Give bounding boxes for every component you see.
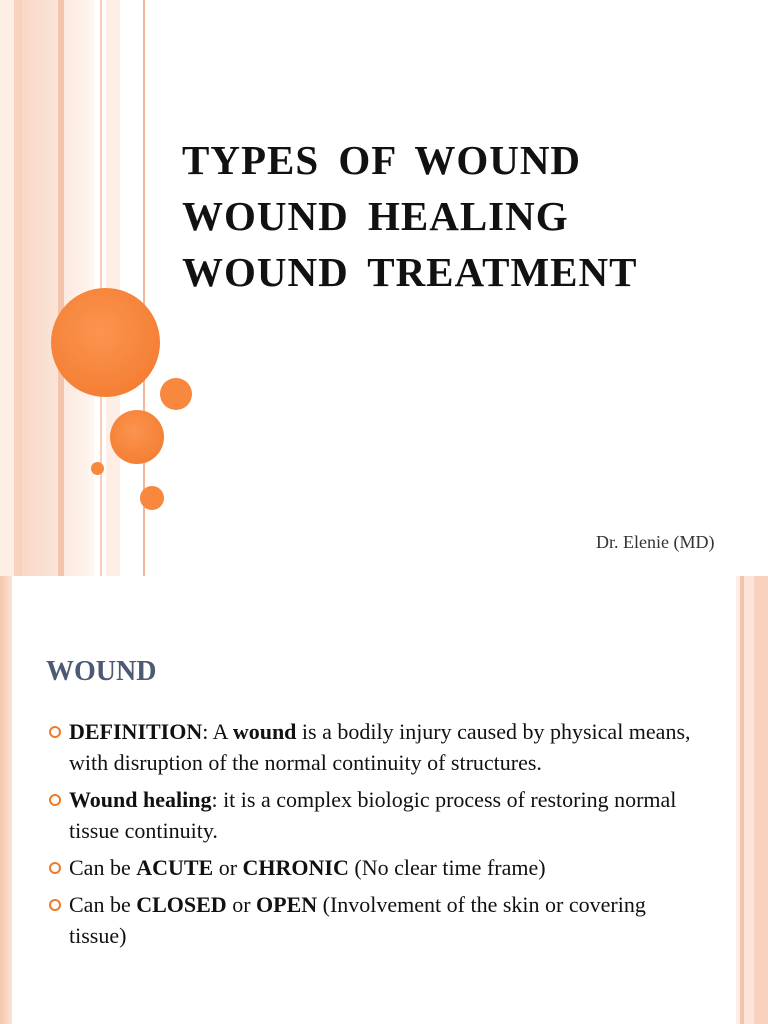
bullet-definition (46, 716, 706, 778)
bullet-term: CLOSED (136, 892, 227, 917)
bullet-acute-chronic (46, 852, 706, 883)
bullet-term: DEFINITION (69, 719, 203, 744)
title-line: WOUND TREATMENT (182, 249, 638, 295)
decor-stripe (754, 576, 768, 1024)
decor-stripe (64, 0, 94, 576)
bullet-text: or (213, 855, 243, 880)
bullet-text: or (226, 892, 257, 917)
bullet-term: CHRONIC (242, 855, 349, 880)
slide-title (182, 132, 762, 300)
title-line: TYPES OF WOUND (182, 137, 582, 183)
bullet-term: ACUTE (136, 855, 214, 880)
bullet-circle-icon (49, 726, 61, 738)
bullet-text: is a bodily injury caused by physical means, with disruption of the normal continuity of structures. (69, 719, 691, 775)
bullet-term: OPEN (256, 892, 318, 917)
bullet-text: (No clear time frame) (348, 855, 546, 880)
decor-stripe (744, 576, 754, 1024)
decor-band (0, 576, 12, 1024)
bullet-circle-icon (49, 862, 61, 874)
bullet-text: (Involvement of the skin or covering tissue) (69, 892, 646, 948)
bullet-closed-open (46, 889, 706, 951)
content-slide (0, 576, 768, 1024)
decor-stripe (14, 0, 22, 576)
decor-circle-medium (110, 410, 164, 464)
decor-circle-large (51, 288, 160, 397)
bullet-term: Wound healing (69, 787, 212, 812)
decor-stripe (0, 0, 14, 576)
bullet-list (46, 716, 706, 957)
title-line: WOUND HEALING (182, 193, 569, 239)
bullet-circle-icon (49, 899, 61, 911)
decor-circle-small (140, 486, 164, 510)
bullet-text: : it is a complex biologic process of restoring normal tissue continuity. (69, 787, 677, 843)
bullet-text: : A (202, 719, 233, 744)
decor-circle-small (160, 378, 192, 410)
bullet-term: wound (232, 719, 297, 744)
bullet-circle-icon (49, 794, 61, 806)
decor-circle-tiny (91, 462, 104, 475)
bullet-wound-healing (46, 784, 706, 846)
slide-heading: WOUND (46, 656, 157, 687)
decor-stripe (22, 0, 58, 576)
author-name: Dr. Elenie (MD) (596, 532, 715, 552)
bullet-text: Can be (69, 855, 137, 880)
bullet-text: Can be (69, 892, 137, 917)
